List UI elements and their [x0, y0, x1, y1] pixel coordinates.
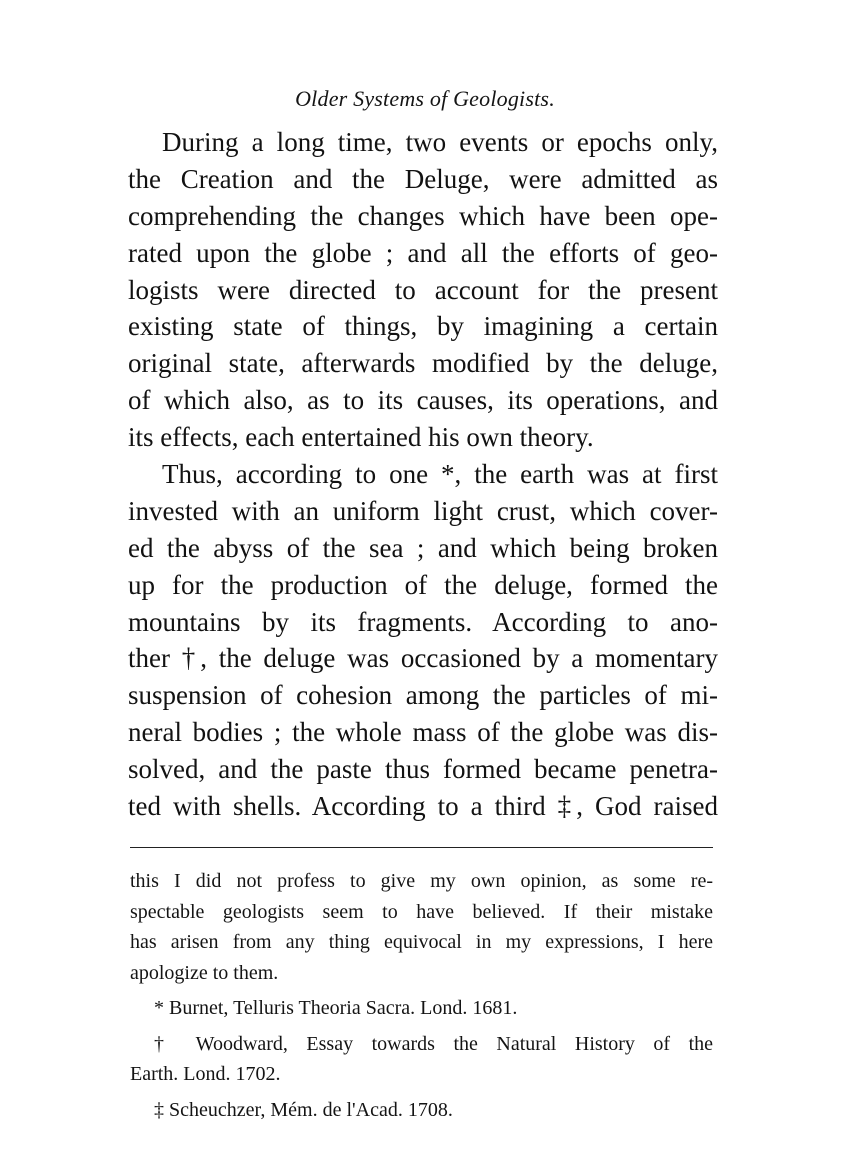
- text-line: solved, and the paste thus formed became penetra-: [128, 754, 718, 785]
- footnote-scheuchzer: [130, 1095, 713, 1126]
- text-line: mountains by its fragments. According to ano-: [128, 606, 718, 637]
- paragraph-creation-and-deluge: [128, 124, 718, 456]
- footnote-continuation: [130, 866, 713, 988]
- footnote-line: * Burnet, Telluris Theoria Sacra. Lond. 1681.: [154, 997, 518, 1019]
- text-line: the Creation and the Deluge, were admitted as: [128, 163, 718, 194]
- footnote-line: † Woodward, Essay towards the Natural History of the: [154, 1032, 713, 1055]
- text-line: rated upon the globe ; and all the efforts of geo-: [128, 237, 718, 268]
- text-line: suspension of cohesion among the particles of mi-: [128, 680, 718, 711]
- footnote-line: this I did not profess to give my own opinion, as some re-: [130, 870, 713, 892]
- text-line: invested with an uniform light crust, which cover-: [128, 495, 718, 526]
- footnote-line: spectable geologists seem to have believed. If their mistake: [130, 900, 713, 923]
- footnote-burnet: [130, 993, 713, 1024]
- text-line: its effects, each entertained his own theory.: [128, 422, 594, 453]
- text-line: ed the abyss of the sea ; and which being broken: [128, 532, 718, 563]
- running-head: Older Systems of Geologists.: [295, 86, 555, 111]
- footnotes: [130, 866, 713, 1125]
- text-line: ther †, the deluge was occasioned by a momentary: [128, 643, 718, 674]
- footnote-line: ‡ Scheuchzer, Mém. de l'Acad. 1708.: [154, 1098, 453, 1121]
- text-line: up for the production of the deluge, formed the: [128, 569, 718, 600]
- text-line: of which also, as to its causes, its operations, and: [128, 385, 718, 416]
- text-line: logists were directed to account for the present: [128, 274, 718, 305]
- paragraph-theories: [128, 456, 718, 825]
- footnote-line: apologize to them.: [130, 961, 279, 984]
- footnote-line: Earth. Lond. 1702.: [130, 1063, 281, 1085]
- text-line: ted with shells. According to a third ‡, God raised: [128, 791, 718, 822]
- text-line: Thus, according to one *, the earth was at first: [162, 459, 718, 489]
- text-line: original state, afterwards modified by the deluge,: [128, 348, 718, 379]
- text-line: During a long time, two events or epochs only,: [162, 127, 718, 157]
- text-line: existing state of things, by imagining a certain: [128, 311, 718, 342]
- footnote-woodward: [130, 1029, 713, 1090]
- footnote-line: has arisen from any thing equivocal in my expressions, I here: [130, 931, 713, 953]
- text-line: comprehending the changes which have been ope-: [128, 200, 718, 231]
- footnote-rule: [130, 847, 713, 848]
- text-line: neral bodies ; the whole mass of the globe was dis-: [128, 717, 718, 748]
